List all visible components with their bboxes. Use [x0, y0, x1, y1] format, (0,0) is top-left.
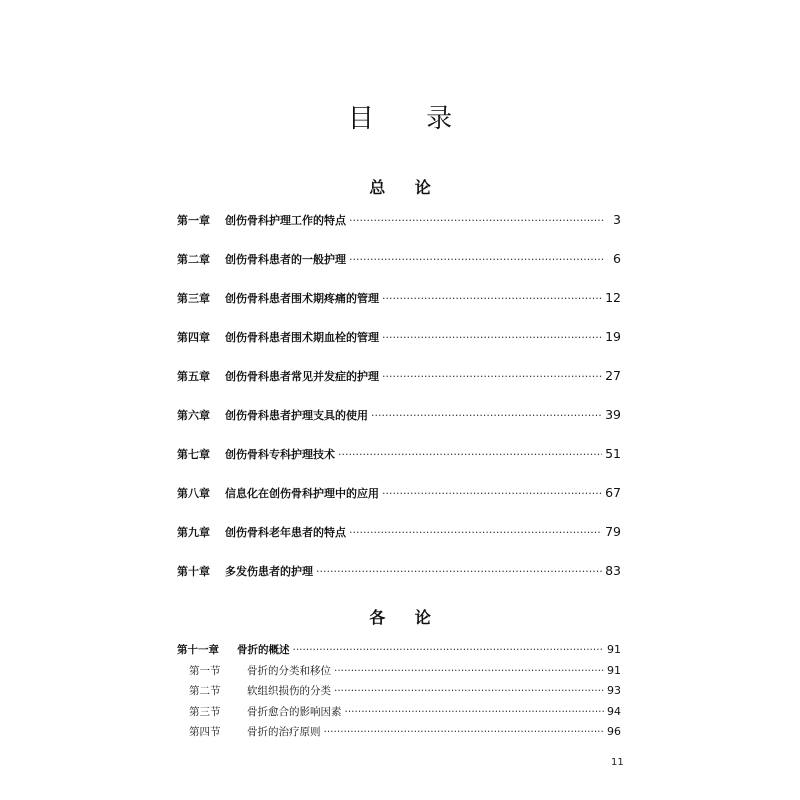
chapter-title: 创伤骨科专科护理技术 [225, 448, 335, 461]
page-ref: 91 [607, 663, 621, 677]
toc-entry[interactable] [177, 485, 621, 524]
chapter-title: 创伤骨科老年患者的特点 [225, 526, 346, 539]
section-heading-specific: 各 论 [369, 608, 443, 627]
chapter-number: 第一章 [177, 214, 210, 227]
page-ref: 51 [605, 446, 621, 461]
chapter-title: 创伤骨科护理工作的特点 [225, 214, 346, 227]
chapter-title: 创伤骨科患者护理支具的使用 [225, 409, 368, 422]
toc-specific-list [177, 642, 621, 745]
section-title: 骨折的治疗原则 [247, 726, 321, 738]
section-title: 骨折愈合的影响因素 [247, 705, 342, 718]
chapter-number: 第四章 [177, 331, 210, 344]
section-number: 第二节 [189, 685, 221, 697]
toc-entry[interactable] [177, 329, 621, 368]
chapter-number: 第八章 [177, 487, 210, 500]
dot-leader [334, 665, 604, 677]
page-ref: 83 [605, 563, 621, 578]
chapter-number: 第七章 [177, 448, 210, 461]
toc-entry[interactable] [177, 446, 621, 485]
dot-leader [382, 292, 602, 305]
toc-general-list [177, 212, 621, 602]
dot-leader [338, 448, 602, 461]
toc-entry[interactable] [177, 212, 621, 251]
dot-leader [316, 565, 602, 578]
toc-entry[interactable] [177, 368, 621, 407]
chapter-number: 第十章 [177, 565, 210, 578]
section-number: 第三节 [189, 705, 221, 718]
page-ref: 93 [607, 684, 621, 697]
toc-entry[interactable] [177, 407, 621, 446]
page-ref: 3 [613, 212, 621, 227]
page-title: 目 录 [347, 104, 475, 134]
chapter-title: 多发伤患者的护理 [225, 565, 313, 578]
dot-leader [334, 685, 604, 697]
chapter-title: 创伤骨科患者围术期血栓的管理 [225, 331, 379, 344]
dot-leader [345, 706, 605, 718]
page-number: 11 [611, 757, 624, 768]
dot-leader [349, 526, 602, 539]
chapter-title: 创伤骨科患者常见并发症的护理 [225, 370, 379, 383]
page-ref: 6 [613, 251, 621, 266]
dot-leader [371, 409, 602, 422]
page-ref: 67 [605, 485, 621, 500]
toc-subentry[interactable] [177, 663, 621, 684]
dot-leader [382, 370, 602, 383]
section-heading-general: 总 论 [369, 178, 443, 197]
page-ref: 91 [607, 643, 621, 656]
dot-leader [349, 253, 604, 266]
chapter-title: 信息化在创伤骨科护理中的应用 [225, 487, 379, 500]
page-ref: 94 [607, 704, 621, 718]
toc-entry[interactable] [177, 524, 621, 563]
dot-leader [382, 487, 602, 500]
page-ref: 12 [605, 290, 621, 305]
toc-subentry[interactable] [177, 724, 621, 745]
chapter-number: 第五章 [177, 370, 210, 383]
page-ref: 96 [607, 725, 621, 738]
page-ref: 39 [605, 407, 621, 422]
page-ref: 27 [605, 368, 621, 383]
chapter-number: 第六章 [177, 409, 210, 422]
section-number: 第一节 [189, 664, 221, 677]
toc-entry[interactable] [177, 642, 621, 663]
section-title: 软组织损伤的分类 [247, 685, 331, 697]
chapter-number: 第十一章 [177, 644, 219, 656]
chapter-number: 第三章 [177, 292, 210, 305]
page-ref: 79 [605, 524, 621, 539]
toc-subentry[interactable] [177, 704, 621, 725]
page-ref: 19 [605, 329, 621, 344]
toc-entry[interactable] [177, 563, 621, 602]
toc-entry[interactable] [177, 251, 621, 290]
chapter-title: 创伤骨科患者的一般护理 [225, 253, 346, 266]
toc-subentry[interactable] [177, 683, 621, 704]
toc-entry[interactable] [177, 290, 621, 329]
dot-leader [293, 644, 605, 656]
chapter-title: 骨折的概述 [237, 644, 290, 656]
dot-leader [382, 331, 602, 344]
chapter-title: 创伤骨科患者围术期疼痛的管理 [225, 292, 379, 305]
section-title: 骨折的分类和移位 [247, 664, 331, 677]
dot-leader [349, 214, 604, 227]
section-number: 第四节 [189, 726, 221, 738]
dot-leader [324, 726, 605, 738]
chapter-number: 第九章 [177, 526, 210, 539]
chapter-number: 第二章 [177, 253, 210, 266]
